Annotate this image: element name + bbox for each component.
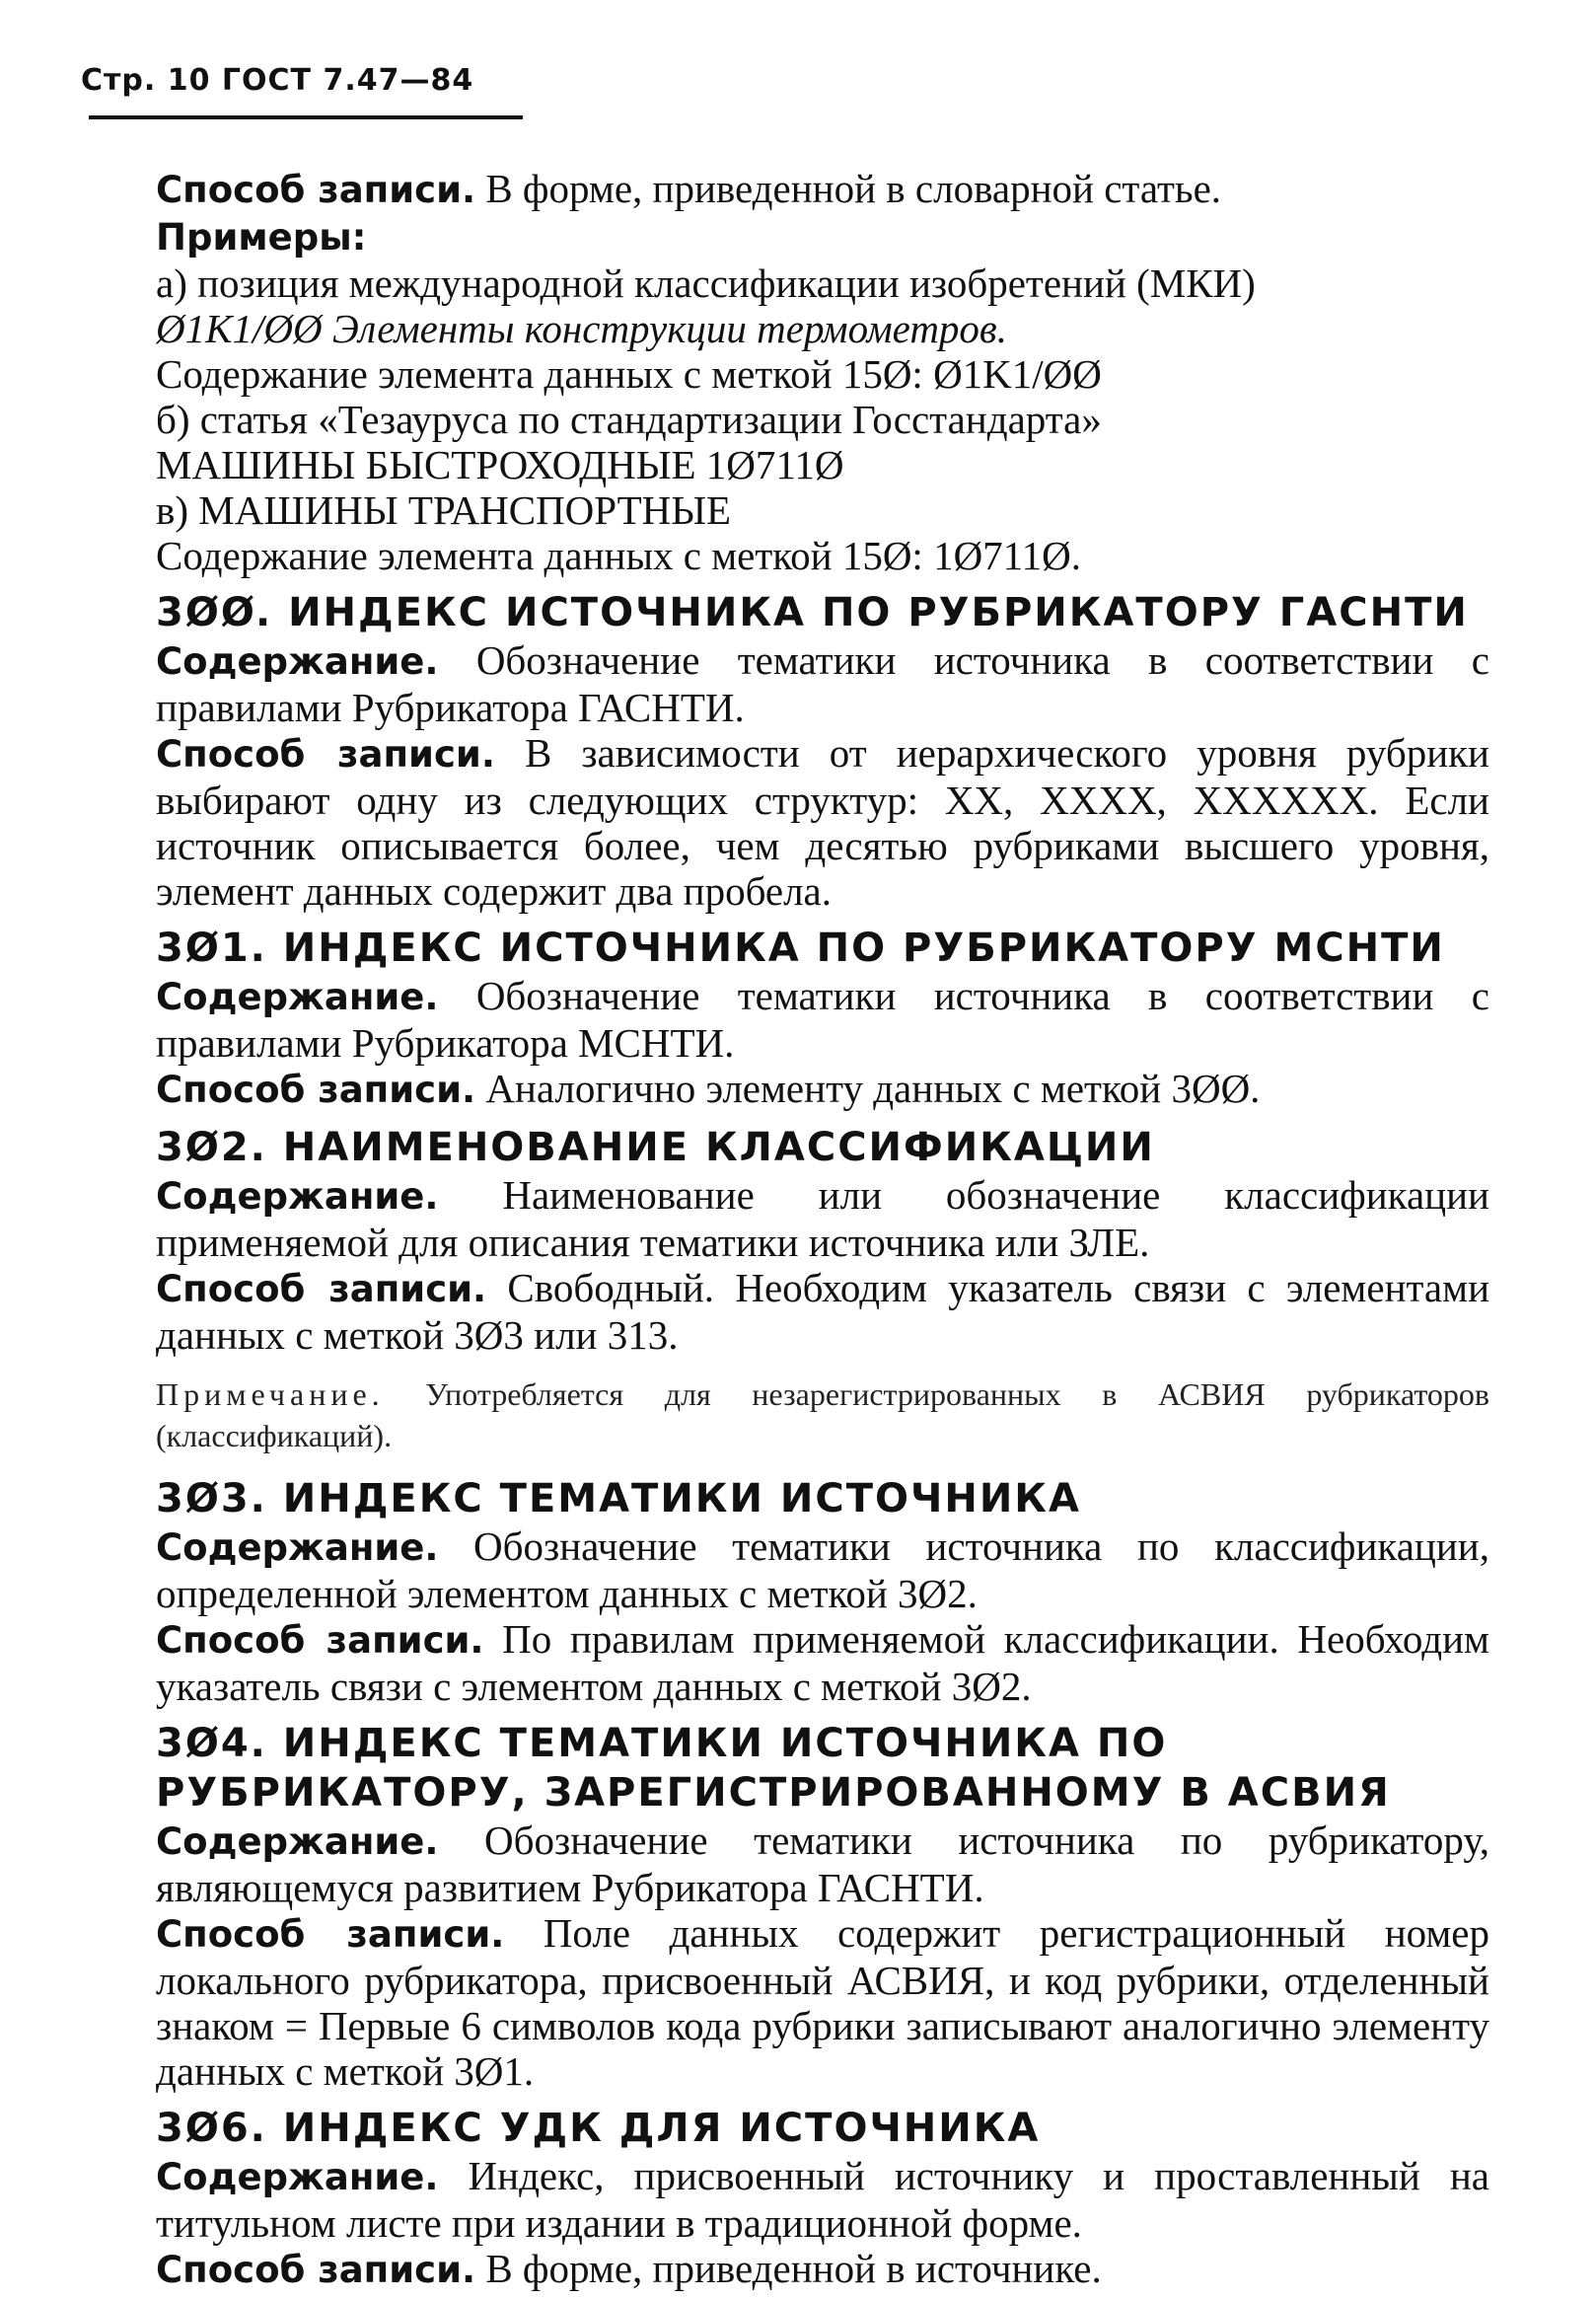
note-text: Употребляется для незарегистрированных в АСВИЯ рубрикаторов (классификаций).: [156, 1376, 1489, 1453]
section-306: [156, 2104, 1489, 2293]
section-method: Способ записи. В форме, приведенной в источнике.: [156, 2246, 1102, 2291]
note-label: Примечание.: [156, 1376, 385, 1412]
page-header: Стр. 10 ГОСТ 7.47—84: [81, 63, 474, 98]
example-a-italic: Ø1K1/ØØ Элементы конструкции термометров.: [156, 306, 1007, 351]
section-heading: 3Ø1. ИНДЕКС ИСТОЧНИКА ПО РУБРИКАТОРУ МСНТИ: [156, 926, 1445, 971]
example-a-content: Содержание элемента данных с меткой 15Ø: Ø1K1/ØØ: [156, 351, 1102, 397]
examples-label: Примеры:: [156, 216, 367, 259]
example-b-term: МАШИНЫ БЫСТРОХОДНЫЕ 1Ø711Ø: [156, 442, 844, 487]
example-v-content: Содержание элемента данных с меткой 15Ø: 1Ø711Ø.: [156, 533, 1082, 578]
method-keyword: Способ записи.: [156, 169, 476, 211]
section-method: Способ записи. Поле данных содержит регистрационный номер локального рубрикатора, присвоенный АСВИЯ, и код рубрики, отделенный знаком = Первые 6 символов кода рубрики записывают аналогично элементу данных с меткой 3Ø1.: [156, 1910, 1489, 2094]
section-content: Содержание. Обозначение тематики источника по классификации, определенной элементом данных с меткой 3Ø2.: [156, 1523, 1489, 1616]
section-method: Способ записи. Свободный. Необходим указатель связи с элементами данных с меткой 3Ø3 или 313.: [156, 1265, 1490, 1358]
section-heading: 3ØØ. ИНДЕКС ИСТОЧНИКА ПО РУБРИКАТОРУ ГАСНТИ: [156, 590, 1469, 635]
section-note: [156, 1373, 1489, 1456]
section-300: [156, 588, 1489, 914]
section-method: Способ записи. По правилам применяемой классификации. Необходим указатель связи с элементом данных с меткой 3Ø2.: [156, 1616, 1489, 1709]
section-heading: 3Ø6. ИНДЕКС УДК ДЛЯ ИСТОЧНИКА: [156, 2106, 1041, 2151]
section-content: Содержание. Наименование или обозначение классификации применяемой для описания тематики источника или ЗЛЕ.: [156, 1172, 1489, 1265]
section-304: [156, 1719, 1489, 2094]
page-content: [156, 166, 1489, 2293]
section-302: [156, 1123, 1489, 1456]
example-v: в) МАШИНЫ ТРАНСПОРТНЫЕ: [156, 487, 732, 533]
section-content: Содержание. Обозначение тематики источника в соответствии с правилами Рубрикатора МСНТИ.: [156, 973, 1489, 1066]
header-rule: [89, 115, 523, 119]
example-b: б) статья «Тезауруса по стандартизации Госстандарта»: [156, 397, 1102, 442]
section-heading: 3Ø3. ИНДЕКС ТЕМАТИКИ ИСТОЧНИКА: [156, 1476, 1081, 1521]
example-a: а) позиция международной классификации изобретений (МКИ): [156, 260, 1256, 306]
method-text: В форме, приведенной в словарной статье.: [475, 166, 1222, 211]
section-301: [156, 924, 1489, 1113]
section-heading: 3Ø2. НАИМЕНОВАНИЕ КЛАССИФИКАЦИИ: [156, 1125, 1155, 1170]
section-content: Содержание. Обозначение тематики источника по рубрикатору, являющемуся развитием Рубрикатора ГАСНТИ.: [156, 1817, 1489, 1910]
section-content: Содержание. Обозначение тематики источника в соответствии с правилами Рубрикатора ГАСНТИ.: [156, 637, 1489, 730]
section-method: Способ записи. Аналогично элементу данных с меткой 3ØØ.: [156, 1066, 1261, 1111]
section-303: [156, 1474, 1489, 1709]
section-content: Содержание. Индекс, присвоенный источнику и проставленный на титульном листе при издании в традиционной форме.: [156, 2153, 1489, 2246]
section-method: Способ записи. В зависимости от иерархического уровня рубрики выбирают одну из следующих структур: XX, XXXX, XXXXXX. Если источник описывается более, чем десятью рубриками высшего уровня, элемент данных содержит два пробела.: [156, 730, 1489, 914]
intro-method: [156, 166, 1489, 213]
section-heading: 3Ø4. ИНДЕКС ТЕМАТИКИ ИСТОЧНИКА ПО РУБРИКАТОРУ, ЗАРЕГИСТРИРОВАННОМУ В АСВИЯ: [156, 1721, 1391, 1816]
